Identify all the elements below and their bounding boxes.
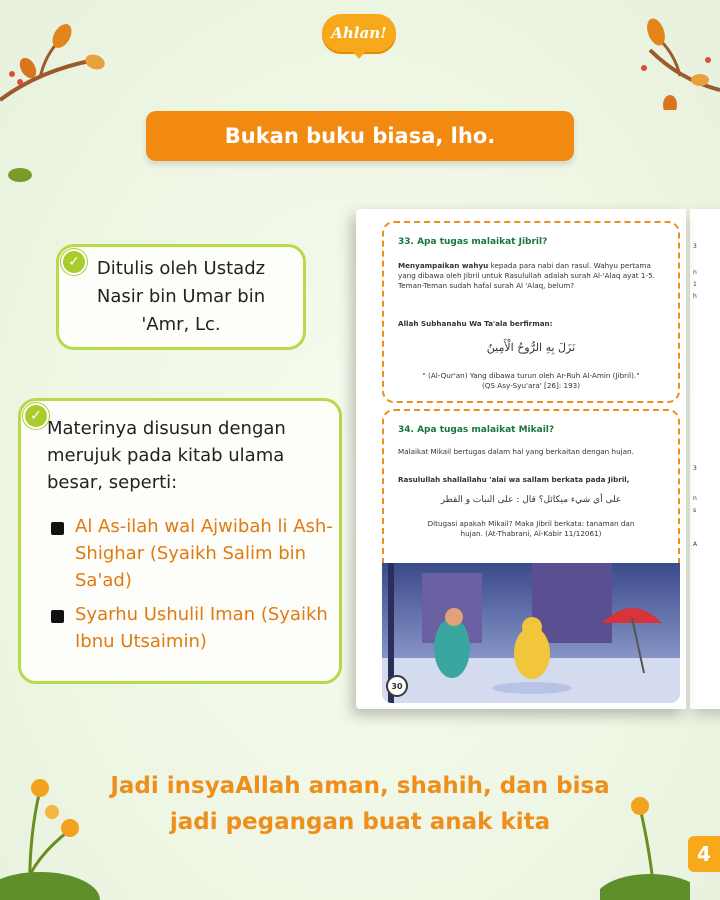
closing-line-2: jadi pegangan buat anak kita [169, 809, 551, 835]
question-answer: Malaikat Mikail bertugas dalam hal yang berkaitan dengan hujan. [398, 447, 634, 456]
answer-body: kepada para nabi dan rasul. Wahyu pertama yang dibawa oleh Jibril untuk Rasulullah adalah surah Al-'Alaq ayat 1-5. Teman-Teman sudah hafal surah Al 'Alaq, belum? [398, 261, 655, 290]
slide-page-number: 4 [688, 836, 720, 872]
book-left-page [356, 209, 686, 709]
greeting-badge: Ahlan! [322, 14, 396, 52]
reference-item: Al As-ilah wal Ajwibah li Ash-Shighar (Syaikh Salim bin Sa'ad) [51, 513, 345, 594]
side-mark: h [693, 293, 697, 300]
hadith-translation: Ditugasi apakah Mikail? Maka Jibril berkata: tanaman dan hujan. (At-Thabrani, Al-Kabir 11/12061) [427, 519, 635, 538]
question-title: 34. Apa tugas malaikat Mikail? [398, 425, 555, 435]
check-icon: ✓ [61, 249, 87, 275]
allah-says: Allah Subhanahu Wa Ta'ala berfirman: [398, 319, 553, 328]
author-text: Ditulis oleh Ustadz Nasir bin Umar bin 'Amr, Lc. [96, 258, 266, 335]
book-right-page [690, 209, 720, 709]
side-mark: n [693, 495, 697, 502]
page-title: Bukan buku biasa, lho. [146, 111, 574, 161]
closing-line-1: Jadi insyaAllah aman, shahih, dan bisa [110, 773, 610, 799]
question-title: 33. Apa tugas malaikat Jibril? [398, 237, 548, 247]
reference-item: Syarhu Ushulil Iman (Syaikh Ibnu Utsaimin) [51, 601, 345, 655]
book-mockup [356, 209, 720, 709]
autumn-branch-top-right [620, 10, 720, 110]
leaf-icon [6, 166, 34, 184]
side-mark: 1 [693, 281, 697, 288]
answer-lead: Menyampaikan wahyu [398, 261, 489, 270]
verse-reference: (QS Asy-Syu'ara' [26]: 193) [481, 381, 581, 390]
side-mark: n [693, 269, 697, 276]
side-mark: 3 [693, 243, 697, 250]
side-mark: A [693, 541, 698, 548]
book-page-number: 30 [386, 675, 408, 697]
arabic-hadith: على أي شيء ميكائل؟ قال : على النبات و القطر [440, 495, 622, 505]
autumn-branch-top-left [0, 20, 110, 110]
verse-translation: " (Al-Qur'an) Yang dibawa turun oleh Ar-Ruh Al-Amin (Jibril)." [422, 371, 640, 380]
check-icon: ✓ [23, 403, 49, 429]
rain-illustration [382, 563, 680, 703]
hadith-intro: Rasulullah shallallahu 'alai wa sallam berkata pada Jibril, [398, 475, 630, 484]
question-answer [398, 261, 664, 291]
side-mark: 3 [693, 465, 697, 472]
author-card [56, 244, 306, 350]
arabic-verse: نَزَلَ بِهِ الرُّوحُ الْأَمِينُ [486, 341, 576, 354]
side-mark: s [693, 507, 697, 514]
references-intro: Materinya disusun dengan merujuk pada kitab ulama besar, seperti: [47, 418, 286, 493]
closing-text [0, 768, 720, 840]
question-box [382, 221, 680, 403]
references-card [18, 398, 342, 684]
